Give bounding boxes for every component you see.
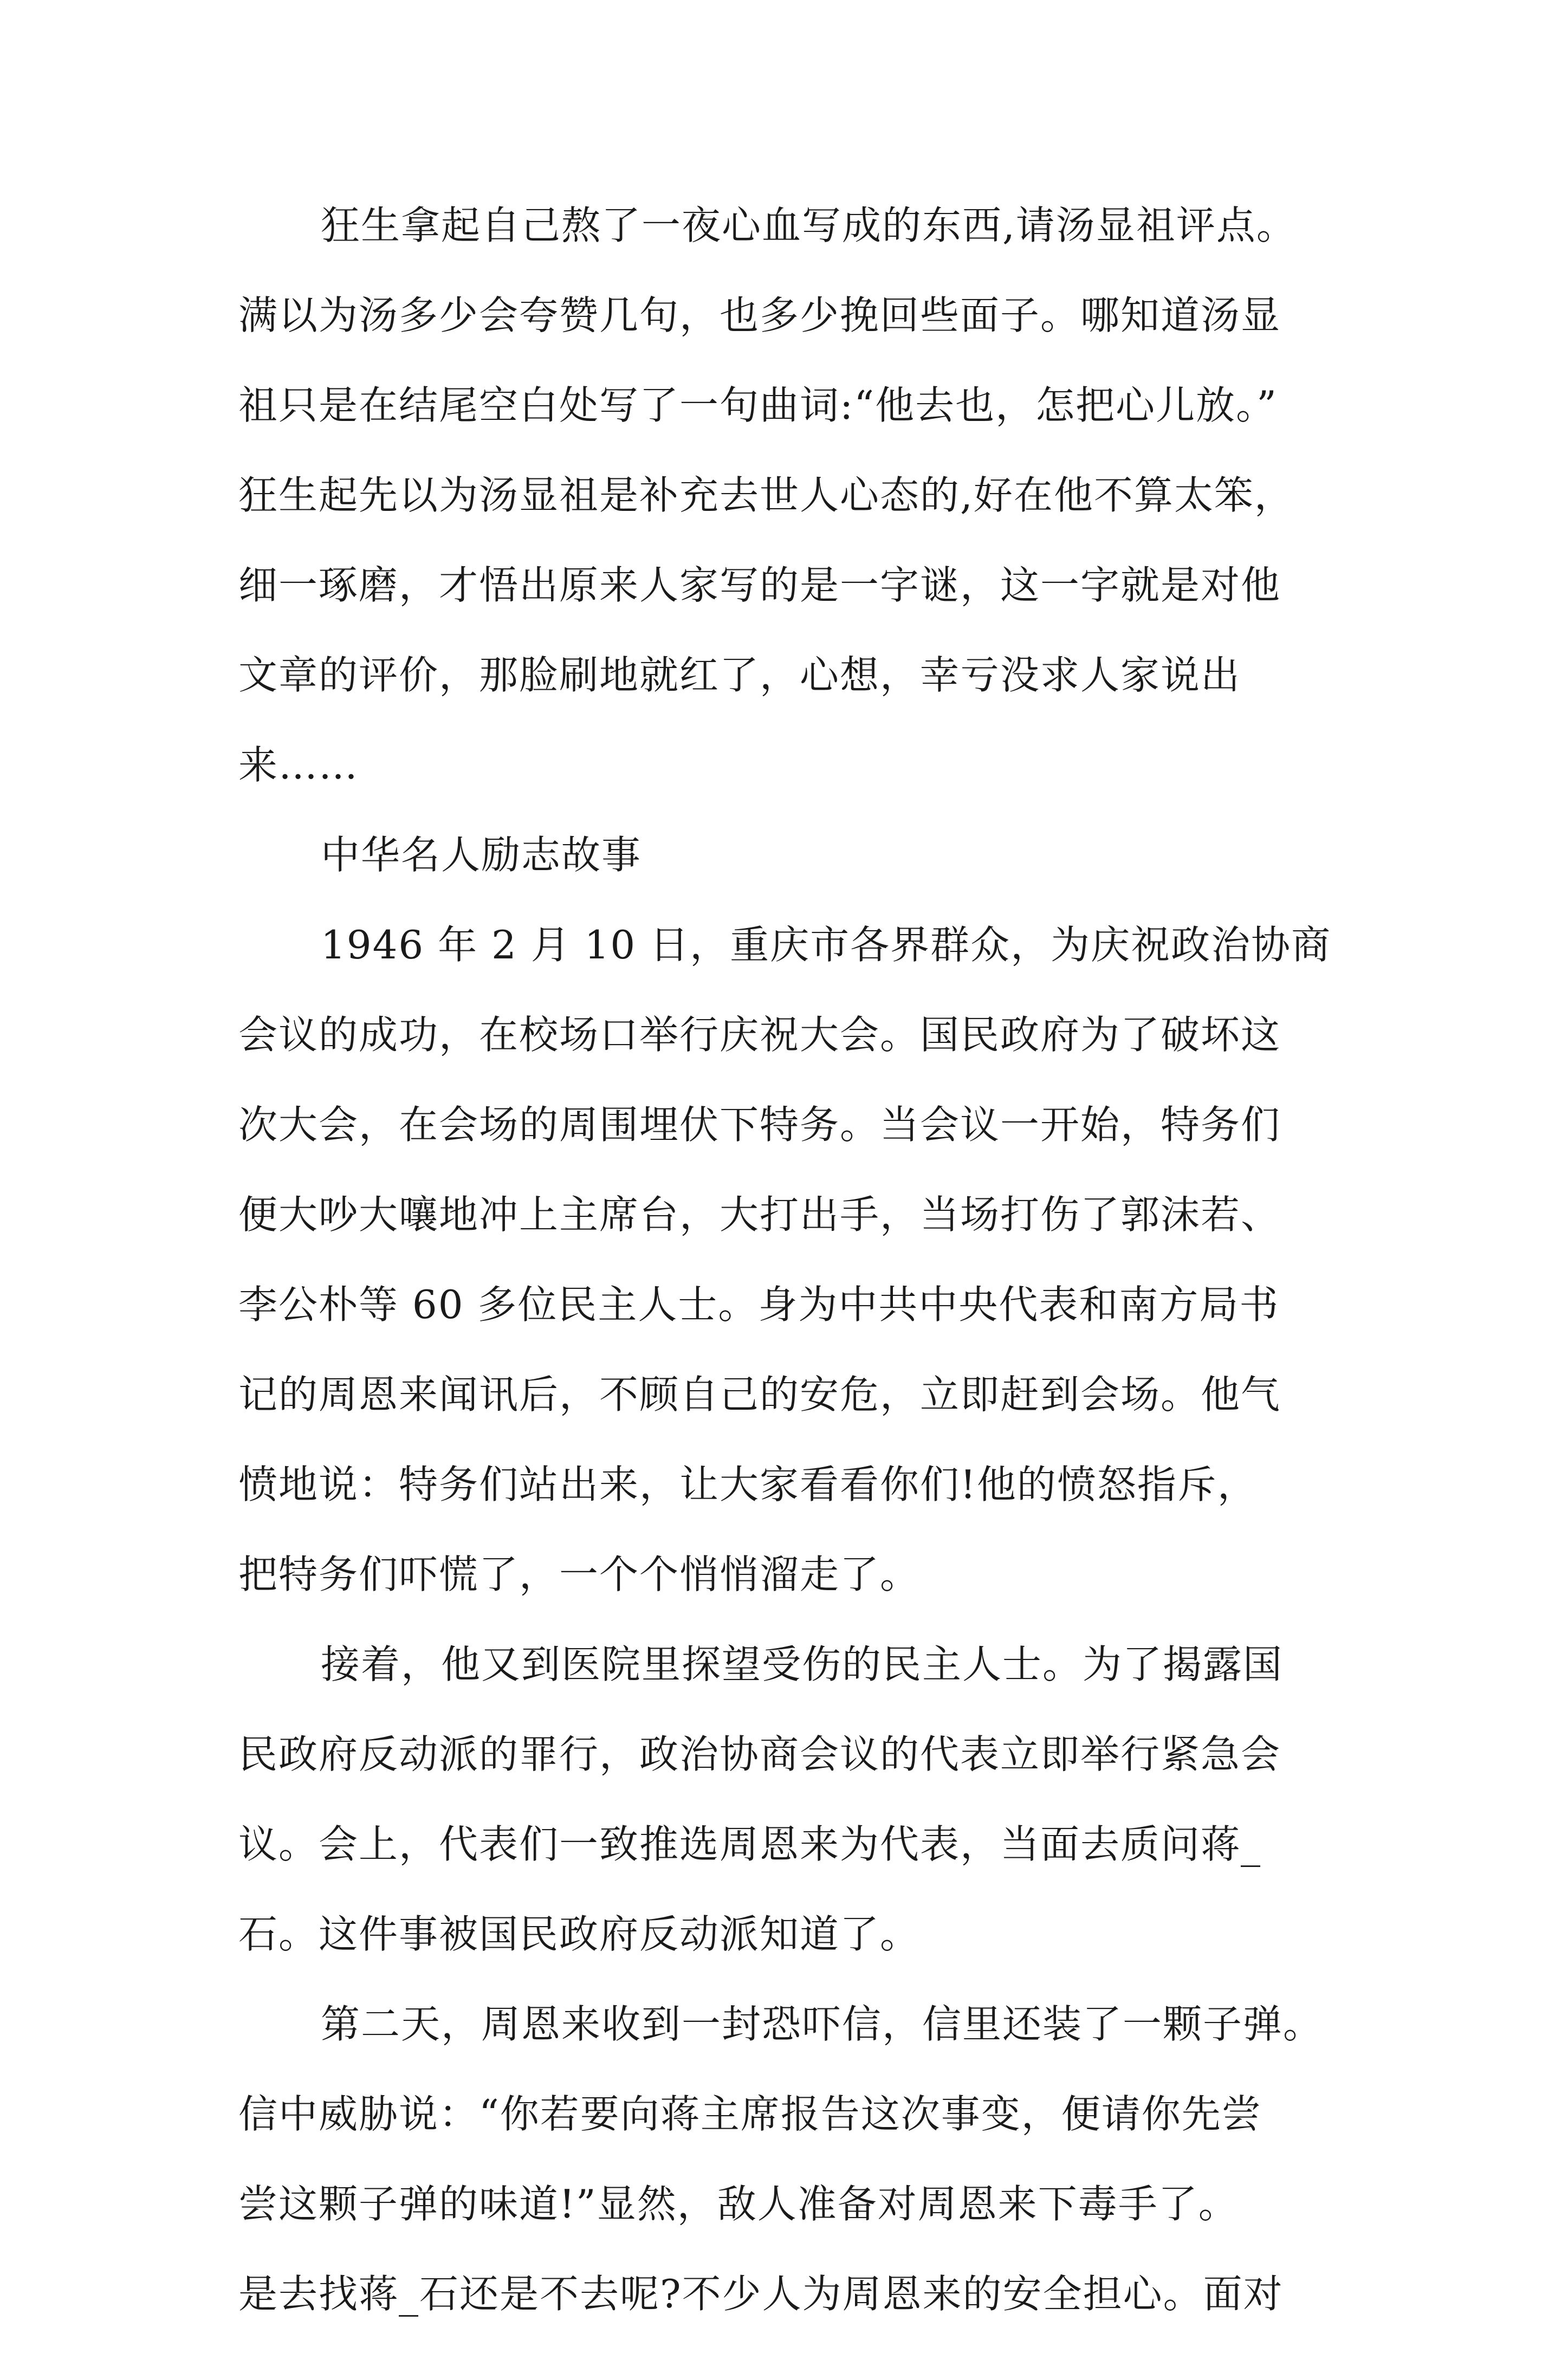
text-line: 信中威胁说：“你若要向蒋主席报告这次事变，便请你先尝: [238, 2091, 1262, 2137]
document-body: [238, 202, 1373, 2360]
text-line: 便大吵大嚷地冲上主席台，大打出手，当场打伤了郭沫若、: [238, 1192, 1281, 1237]
text-line: 把特务们吓慌了，一个个悄悄溜走了。: [238, 1552, 921, 1597]
text-line: 记的周恩来闻讯后，不顾自己的安危，立即赶到会场。他气: [238, 1372, 1281, 1417]
text-line: 狂生起先以为汤显祖是补充去世人心态的,好在他不算太笨，: [238, 472, 1294, 518]
text-line: 来……: [238, 742, 359, 788]
text-line: 愤地说：特务们站出来，让大家看看你们!他的愤怒指斥，: [238, 1462, 1258, 1507]
text-line: 细一琢磨，才悟出原来人家写的是一字谜，这一字就是对他: [238, 562, 1281, 608]
text-line: 石。这件事被国民政府反动派知道了。: [238, 1911, 921, 1957]
text-line: 祖只是在结尾空白处写了一句曲词:“他去也，怎把心儿放。”: [238, 382, 1278, 428]
text-line: 李公朴等 60 多位民主人士。身为中共中央代表和南方局书: [238, 1282, 1280, 1327]
text-line: 会议的成功，在校场口举行庆祝大会。国民政府为了破坏这: [238, 1012, 1281, 1058]
text-line: 第二天，周恩来收到一封恐吓信，信里还装了一颗子弹。: [321, 2001, 1324, 2047]
text-line: 1946 年 2 月 10 日，重庆市各界群众，为庆祝政治协商: [321, 922, 1332, 968]
text-line: 民政府反动派的罪行，政治协商会议的代表立即举行紧急会: [238, 1732, 1281, 1777]
text-line: 狂生拿起自己熬了一夜心血写成的东西,请汤显祖评点。: [321, 203, 1297, 248]
text-line: 次大会，在会场的周围埋伏下特务。当会议一开始，特务们: [238, 1102, 1281, 1147]
text-line: 文章的评价，那脸刷地就红了，心想，幸亏没求人家说出: [238, 652, 1241, 698]
text-line: 尝这颗子弹的味道!”显然，敌人准备对周恩来下毒手了。: [238, 2181, 1239, 2227]
text-line: 议。会上，代表们一致推选周恩来为代表，当面去质问蒋_: [238, 1821, 1262, 1867]
text-line: 接着，他又到医院里探望受伤的民主人士。为了揭露国: [321, 1642, 1284, 1687]
text-line: 是去找蒋_石还是不去呢?不少人为周恩来的安全担心。面对: [238, 2271, 1284, 2317]
text-line: 满以为汤多少会夸赞几句，也多少挽回些面子。哪知道汤显: [238, 293, 1281, 338]
text-line: 中华名人励志故事: [321, 832, 642, 878]
